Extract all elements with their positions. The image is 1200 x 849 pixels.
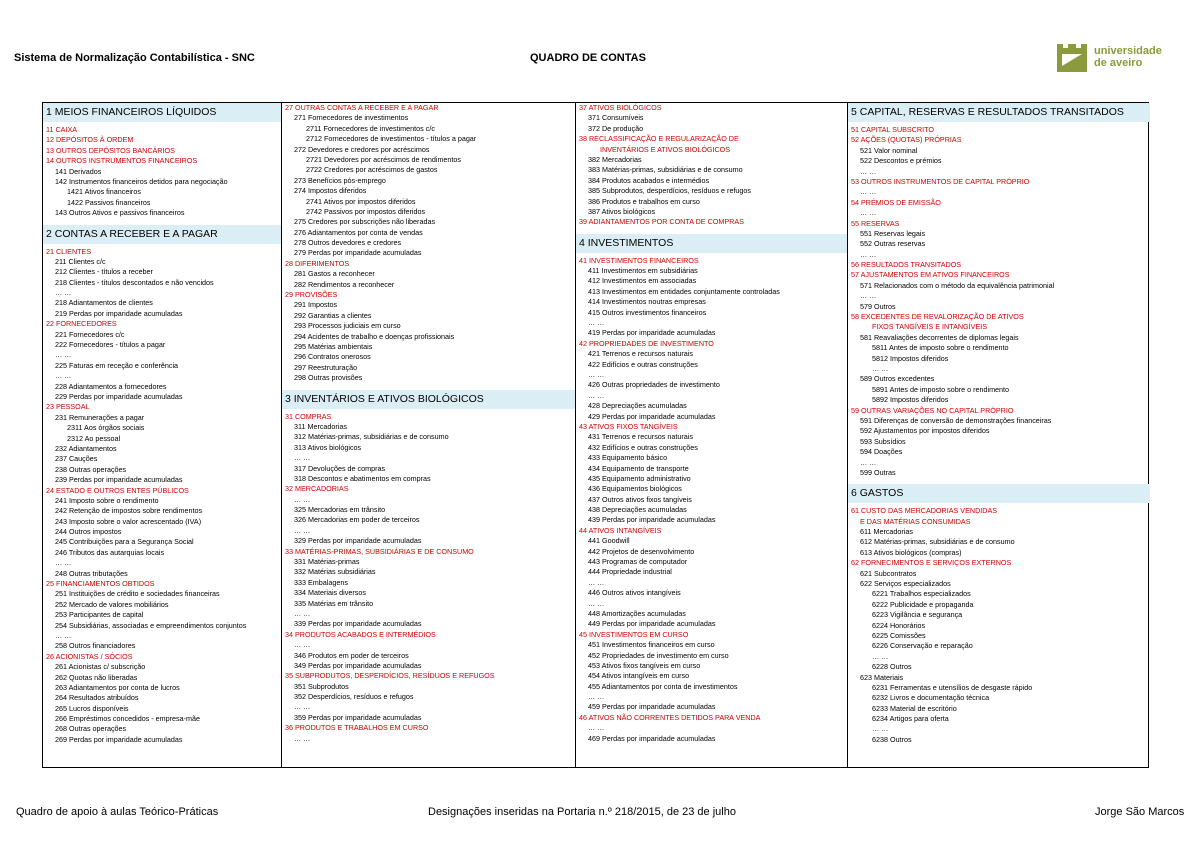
account-group: 26 ACIONISTAS / SÓCIOS xyxy=(46,651,133,661)
account-item: 228 Adiantamentos a fornecedores xyxy=(55,381,167,391)
account-item: 435 Equipamento administrativo xyxy=(588,473,691,483)
accounts-column-1 xyxy=(43,103,281,767)
account-item: 325 Mercadorias em trânsito xyxy=(294,505,386,515)
account-item: 412 Investimentos em associadas xyxy=(588,276,697,286)
account-group: E DAS MATÉRIAS CONSUMIDAS xyxy=(860,516,971,526)
account-item: 551 Reservas legais xyxy=(860,228,926,238)
account-item: 2722 Credores por acréscimos de gastos xyxy=(306,165,438,175)
account-item: 385 Subprodutos, desperdícios, resíduos e refugos xyxy=(588,186,752,196)
logo-line-2: de aveiro xyxy=(1094,57,1143,69)
account-item: 599 Outras xyxy=(860,467,896,477)
account-item: 438 Depreciações acumuladas xyxy=(588,505,687,515)
account-item: 613 Ativos biológicos (compras) xyxy=(860,547,962,557)
footer-center: Designações inseridas na Portaria n.º 218/2015, de 23 de julho xyxy=(428,806,736,818)
account-item: 623 Materiais xyxy=(860,672,904,682)
account-item: … … xyxy=(294,494,311,504)
account-item: 6234 Artigos para oferta xyxy=(872,714,949,724)
account-group: 21 CLIENTES xyxy=(46,246,92,256)
account-item: 352 Desperdícios, resíduos e refugos xyxy=(294,692,414,702)
account-group: 12 DEPÓSITOS À ORDEM xyxy=(46,135,134,145)
account-item: 589 Outros excedentes xyxy=(860,374,935,384)
account-item: 431 Terrenos e recursos naturais xyxy=(588,432,693,442)
account-item: 415 Outros investimentos financeiros xyxy=(588,307,707,317)
header-title: Sistema de Normalização Contabilística - SNC xyxy=(14,52,255,64)
account-item: 273 Benefícios pós-emprego xyxy=(294,175,386,185)
account-group: 27 OUTRAS CONTAS A RECEBER E A PAGAR xyxy=(285,103,439,112)
account-group: 53 OUTROS INSTRUMENTOS DE CAPITAL PRÓPRIO xyxy=(851,176,1030,186)
accounts-column-3 xyxy=(575,103,847,767)
account-item: 454 Ativos intangíveis em curso xyxy=(588,671,690,681)
account-item: 332 Matérias subsidiárias xyxy=(294,567,376,577)
account-item: 5892 Impostos diferidos xyxy=(872,395,949,405)
account-item: 248 Outras tributações xyxy=(55,568,128,578)
account-item: 581 Reavaliações decorrentes de diplomas legais xyxy=(860,332,1019,342)
account-item: 451 Investimentos financeiros em curso xyxy=(588,640,715,650)
account-item: 335 Matérias em trânsito xyxy=(294,598,374,608)
account-item: … … xyxy=(588,692,605,702)
account-group: 22 FORNECEDORES xyxy=(46,319,117,329)
account-group: 29 PROVISÕES xyxy=(285,290,338,300)
account-item: 5811 Antes de imposto sobre o rendimento xyxy=(872,343,1009,353)
account-item: 268 Outras operações xyxy=(55,724,127,734)
account-item: 6224 Honorários xyxy=(872,620,926,630)
account-item: 552 Outras reservas xyxy=(860,239,926,249)
account-item: 275 Credores por subscrições não liberadas xyxy=(294,217,436,227)
account-item: 272 Devedores e credores por acréscimos xyxy=(294,144,430,154)
account-group: 41 INVESTIMENTOS FINANCEIROS xyxy=(579,255,699,265)
account-item: 243 Imposto sobre o valor acrescentado (IVA) xyxy=(55,516,202,526)
account-item: 448 Amortizações acumuladas xyxy=(588,608,686,618)
account-item: … … xyxy=(55,350,72,360)
account-item: 612 Matérias-primas, subsidiárias e de consumo xyxy=(860,537,1015,547)
account-item: 339 Perdas por imparidade acumuladas xyxy=(294,619,422,629)
account-group: 36 PRODUTOS E TRABALHOS EM CURSO xyxy=(285,723,429,733)
account-item: 251 Instituições de crédito e sociedades financeiras xyxy=(55,589,220,599)
account-item: 253 Participantes de capital xyxy=(55,610,144,620)
account-item: 382 Mercadorias xyxy=(588,154,642,164)
account-item: 258 Outros financiadores xyxy=(55,641,136,651)
page-title: QUADRO DE CONTAS xyxy=(530,52,646,64)
section-header: 2 CONTAS A RECEBER E A PAGAR xyxy=(43,225,281,244)
account-item: 2311 Aos órgãos sociais xyxy=(67,423,145,433)
account-item: … … xyxy=(860,291,877,301)
account-item: 313 Ativos biológicos xyxy=(294,442,362,452)
account-item: 453 Ativos fixos tangíveis em curso xyxy=(588,660,701,670)
account-item: 6233 Material de escritório xyxy=(872,703,957,713)
logo-line-1: universidade xyxy=(1094,45,1162,57)
account-group: 13 OUTROS DEPÓSITOS BANCÁRIOS xyxy=(46,145,175,155)
account-group: 45 INVESTIMENTOS EM CURSO xyxy=(579,629,689,639)
account-item: 298 Outras provisões xyxy=(294,373,363,383)
account-item: 212 Clientes - títulos a receber xyxy=(55,267,153,277)
account-item: … … xyxy=(872,651,889,661)
account-item: 349 Perdas por imparidade acumuladas xyxy=(294,660,422,670)
account-item: 294 Acidentes de trabalho e doenças profissionais xyxy=(294,331,455,341)
account-item: … … xyxy=(55,558,72,568)
account-item: 359 Perdas por imparidade acumuladas xyxy=(294,712,422,722)
account-item: 211 Clientes c/c xyxy=(55,256,106,266)
account-item: 6232 Livros e documentação técnica xyxy=(872,693,990,703)
castle-icon xyxy=(1055,38,1089,76)
account-item: 2712 Fornecedores de investimentos - títulos a pagar xyxy=(306,134,477,144)
account-item: … … xyxy=(294,453,311,463)
account-item: 6225 Comissões xyxy=(872,630,926,640)
account-item: 521 Valor nominal xyxy=(860,145,918,155)
section-header: 1 MEIOS FINANCEIROS LÍQUIDOS xyxy=(43,103,281,122)
account-group: 37 ATIVOS BIOLÓGICOS xyxy=(579,103,662,112)
account-group: 11 CAIXA xyxy=(46,125,78,134)
account-item: 384 Produtos acabados e intermédios xyxy=(588,175,710,185)
account-item: 428 Depreciações acumuladas xyxy=(588,401,687,411)
account-item: 414 Investimentos noutras empresas xyxy=(588,297,706,307)
account-item: 311 Mercadorias xyxy=(294,421,347,431)
account-item: … … xyxy=(872,363,889,373)
account-item: … … xyxy=(588,318,605,328)
footer-left: Quadro de apoio à aulas Teórico-Práticas xyxy=(16,806,219,818)
account-item: 293 Processos judiciais em curso xyxy=(294,321,401,331)
section-header: 3 INVENTÁRIOS E ATIVOS BIOLÓGICOS xyxy=(282,390,575,409)
account-item: … … xyxy=(860,249,877,259)
account-group: 46 ATIVOS NÃO CORRENTES DETIDOS PARA VENDA xyxy=(579,712,761,722)
account-item: 1421 Ativos financeiros xyxy=(67,187,141,197)
account-item: 291 Impostos xyxy=(294,300,338,310)
account-item: 455 Adiantamentos por conta de investimentos xyxy=(588,681,738,691)
account-item: 245 Contribuições para a Segurança Social xyxy=(55,537,194,547)
account-group: 52 AÇÕES (QUOTAS) PRÓPRIAS xyxy=(851,135,962,145)
account-item: 411 Investimentos em subsidiárias xyxy=(588,266,698,276)
account-group: 43 ATIVOS FIXOS TANGÍVEIS xyxy=(579,421,678,431)
account-item: 421 Terrenos e recursos naturais xyxy=(588,349,693,359)
university-logo xyxy=(1055,38,1170,78)
account-item: 318 Descontos e abatimentos em compras xyxy=(294,473,431,483)
section-header: 4 INVESTIMENTOS xyxy=(576,234,847,253)
account-item: 232 Adiantamentos xyxy=(55,443,117,453)
account-item: 442 Projetos de desenvolvimento xyxy=(588,546,695,556)
account-group: 23 PESSOAL xyxy=(46,402,90,412)
account-item: 419 Perdas por imparidade acumuladas xyxy=(588,328,716,338)
section-header: 5 CAPITAL, RESERVAS E RESULTADOS TRANSITADOS xyxy=(848,103,1150,122)
account-item: 372 De produção xyxy=(588,123,644,133)
account-group: 59 OUTRAS VARIAÇÕES NO CAPITAL PRÓPRIO xyxy=(851,405,1014,415)
account-item: 271 Fornecedores de investimentos xyxy=(294,113,409,123)
account-item: 449 Perdas por imparidade acumuladas xyxy=(588,619,716,629)
account-item: 292 Garantias a clientes xyxy=(294,310,372,320)
account-group: 39 ADIANTAMENTOS POR CONTA DE COMPRAS xyxy=(579,217,744,227)
account-item: 141 Derivados xyxy=(55,166,102,176)
account-group: 38 RECLASSIFICAÇÃO E REGULARIZAÇÃO DE xyxy=(579,134,739,144)
account-item: 221 Fornecedores c/c xyxy=(55,329,125,339)
account-item: 279 Perdas por imparidade acumuladas xyxy=(294,248,422,258)
account-group: 28 DIFERIMENTOS xyxy=(285,258,350,268)
account-group: FIXOS TANGÍVEIS E INTANGÍVEIS xyxy=(872,322,988,332)
account-item: 264 Resultados atribuídos xyxy=(55,693,139,703)
account-item: 346 Produtos em poder de terceiros xyxy=(294,650,409,660)
account-item: 2312 Ao pessoal xyxy=(67,433,121,443)
account-item: 252 Mercado de valores mobiliários xyxy=(55,599,169,609)
account-item: … … xyxy=(860,457,877,467)
account-item: 246 Tributos das autarquias locais xyxy=(55,547,165,557)
account-group: 51 CAPITAL SUBSCRITO xyxy=(851,125,934,134)
account-item: 371 Consumíveis xyxy=(588,113,644,123)
section-header: 6 GASTOS xyxy=(848,484,1150,503)
account-item: … … xyxy=(55,371,72,381)
account-item: 329 Perdas por imparidade acumuladas xyxy=(294,536,422,546)
account-item: … … xyxy=(55,630,72,640)
account-item: 281 Gastos a reconhecer xyxy=(294,269,375,279)
account-item: 254 Subsidiárias, associadas e empreendimentos conjuntos xyxy=(55,620,247,630)
account-item: 262 Quotas não liberadas xyxy=(55,672,138,682)
account-item: 263 Adiantamentos por conta de lucros xyxy=(55,682,180,692)
account-item: … … xyxy=(588,577,605,587)
account-item: 522 Descontos e prémios xyxy=(860,156,942,166)
account-item: 611 Mercadorias xyxy=(860,527,913,537)
account-group: 34 PRODUTOS ACABADOS E INTERMÉDIOS xyxy=(285,629,436,639)
account-item: 278 Outros devedores e credores xyxy=(294,238,402,248)
account-item: 434 Equipamento de transporte xyxy=(588,463,689,473)
account-item: … … xyxy=(588,390,605,400)
account-item: 331 Matérias-primas xyxy=(294,557,360,567)
account-item: 143 Outros Ativos e passivos financeiros xyxy=(55,208,185,218)
account-item: … … xyxy=(588,723,605,733)
account-item: 297 Reestruturação xyxy=(294,362,358,372)
account-item: … … xyxy=(860,208,877,218)
account-group: 54 PRÉMIOS DE EMISSÃO xyxy=(851,197,941,207)
account-item: 437 Outros ativos fixos tangíveis xyxy=(588,494,692,504)
account-item: … … xyxy=(294,733,311,743)
account-item: 6222 Publicidade e propaganda xyxy=(872,599,974,609)
account-item: … … xyxy=(588,369,605,379)
account-item: 6238 Outros xyxy=(872,734,912,744)
account-item: 237 Cauções xyxy=(55,454,98,464)
account-item: 593 Subsídios xyxy=(860,436,906,446)
account-item: 6228 Outros xyxy=(872,662,912,672)
account-item: 571 Relacionados com o método da equivalência patrimonial xyxy=(860,280,1055,290)
account-item: 142 Instrumentos financeiros detidos para negociação xyxy=(55,176,228,186)
account-item: 239 Perdas por imparidade acumuladas xyxy=(55,475,183,485)
account-item: 429 Perdas por imparidade acumuladas xyxy=(588,411,716,421)
account-item: 591 Diferenças de conversão de demonstrações financeiras xyxy=(860,415,1052,425)
account-item: 594 Doações xyxy=(860,447,903,457)
account-item: 383 Matérias-primas, subsidiárias e de consumo xyxy=(588,165,743,175)
account-group: 44 ATIVOS INTANGÍVEIS xyxy=(579,525,662,535)
account-item: … … xyxy=(860,187,877,197)
account-group: 35 SUBPRODUTOS, DESPERDÍCIOS, RESÍDUOS E REFUGOS xyxy=(285,671,495,681)
account-item: 6221 Trabalhos especializados xyxy=(872,589,971,599)
account-group: 31 COMPRAS xyxy=(285,411,332,421)
account-item: 241 Imposto sobre o rendimento xyxy=(55,495,159,505)
account-item: 295 Matérias ambientais xyxy=(294,341,373,351)
account-group: 61 CUSTO DAS MERCADORIAS VENDIDAS xyxy=(851,506,998,516)
account-item: … … xyxy=(294,640,311,650)
account-group: 56 RESULTADOS TRANSITADOS xyxy=(851,260,962,270)
account-item: 622 Serviços especializados xyxy=(860,579,951,589)
account-group: 58 EXCEDENTES DE REVALORIZAÇÃO DE ATIVOS xyxy=(851,312,1024,322)
account-item: 265 Lucros disponíveis xyxy=(55,703,129,713)
account-item: 2741 Ativos por impostos diferidos xyxy=(306,196,416,206)
account-item: … … xyxy=(588,598,605,608)
account-item: 413 Investimentos em entidades conjuntamente controladas xyxy=(588,286,780,296)
account-item: 334 Materiais diversos xyxy=(294,588,366,598)
account-item: … … xyxy=(860,166,877,176)
account-item: … … xyxy=(872,724,889,734)
account-item: 238 Outras operações xyxy=(55,464,127,474)
footer-right: Jorge São Marcos xyxy=(1095,806,1185,818)
account-item: 443 Programas de computador xyxy=(588,557,688,567)
account-item: 242 Retenção de impostos sobre rendimentos xyxy=(55,506,203,516)
account-group: 24 ESTADO E OUTROS ENTES PÚBLICOS xyxy=(46,485,189,495)
account-item: 459 Perdas por imparidade acumuladas xyxy=(588,702,716,712)
account-item: … … xyxy=(294,608,311,618)
account-item: 444 Propriedade industrial xyxy=(588,567,672,577)
account-item: 312 Matérias-primas, subsidiárias e de consumo xyxy=(294,432,449,442)
account-item: 426 Outras propriedades de investimento xyxy=(588,380,720,390)
accounts-column-2 xyxy=(281,103,575,767)
account-item: … … xyxy=(294,702,311,712)
account-item: 446 Outros ativos intangíveis xyxy=(588,588,681,598)
account-item: 432 Edifícios e outras construções xyxy=(588,442,698,452)
account-item: 6223 Vigilância e segurança xyxy=(872,610,963,620)
account-item: 6231 Ferramentas e utensílios de desgaste rápido xyxy=(872,682,1033,692)
account-item: 282 Rendimentos a reconhecer xyxy=(294,279,395,289)
account-item: 317 Devoluções de compras xyxy=(294,463,386,473)
account-item: 326 Mercadorias em poder de terceiros xyxy=(294,515,420,525)
account-item: 433 Equipamento básico xyxy=(588,453,668,463)
account-item: 269 Perdas por imparidade acumuladas xyxy=(55,734,183,744)
account-item: 225 Faturas em receção e conferência xyxy=(55,360,179,370)
account-item: 231 Remunerações a pagar xyxy=(55,412,145,422)
account-item: 387 Ativos biológicos xyxy=(588,206,656,216)
account-item: 2742 Passivos por impostos diferidos xyxy=(306,206,426,216)
account-group: 42 PROPRIEDADES DE INVESTIMENTO xyxy=(579,338,714,348)
account-item: 2721 Devedores por acréscimos de rendimentos xyxy=(306,154,462,164)
account-item: 276 Adiantamentos por conta de vendas xyxy=(294,227,423,237)
account-group: 32 MERCADORIAS xyxy=(285,484,349,494)
account-item: 452 Propriedades de investimento em curso xyxy=(588,650,729,660)
account-item: 274 Impostos diferidos xyxy=(294,186,367,196)
account-item: 422 Edifícios e outras construções xyxy=(588,359,698,369)
account-item: 229 Perdas por imparidade acumuladas xyxy=(55,391,183,401)
account-group: 62 FORNECIMENTOS E SERVIÇOS EXTERNOS xyxy=(851,558,1012,568)
account-item: 261 Acionistas c/ subscrição xyxy=(55,662,146,672)
account-item: 222 Fornecedores - títulos a pagar xyxy=(55,340,166,350)
accounts-column-4 xyxy=(847,103,1150,767)
account-item: 244 Outros impostos xyxy=(55,527,122,537)
account-item: 386 Produtos e trabalhos em curso xyxy=(588,196,700,206)
account-group: 33 MATÉRIAS-PRIMAS, SUBSIDIÁRIAS E DE CONSUMO xyxy=(285,546,474,556)
account-item: 219 Perdas por imparidade acumuladas xyxy=(55,308,183,318)
accounts-board xyxy=(42,102,1149,768)
account-item: 296 Contratos onerosos xyxy=(294,352,371,362)
account-item: 592 Ajustamentos por impostos diferidos xyxy=(860,426,990,436)
account-item: 621 Subcontratos xyxy=(860,568,917,578)
account-item: … … xyxy=(55,288,72,298)
account-item: 218 Clientes - títulos descontados e não vencidos xyxy=(55,277,214,287)
account-item: 2711 Fornecedores de investimentos c/c xyxy=(306,123,435,133)
account-group: 55 RESERVAS xyxy=(851,218,900,228)
account-item: 441 Goodwill xyxy=(588,536,630,546)
account-item: 333 Embalagens xyxy=(294,577,348,587)
account-group: 57 AJUSTAMENTOS EM ATIVOS FINANCEIROS xyxy=(851,270,1010,280)
account-item: 351 Subprodutos xyxy=(294,681,349,691)
account-item: 469 Perdas por imparidade acumuladas xyxy=(588,733,716,743)
account-item: 5812 Impostos diferidos xyxy=(872,353,949,363)
account-item: 1422 Passivos financeiros xyxy=(67,197,151,207)
account-item: 218 Adiantamentos de clientes xyxy=(55,298,153,308)
account-item: 5891 Antes de imposto sobre o rendimento xyxy=(872,384,1010,394)
account-group: INVENTÁRIOS E ATIVOS BIOLÓGICOS xyxy=(600,144,731,154)
account-group: 14 OUTROS INSTRUMENTOS FINANCEIROS xyxy=(46,156,198,166)
account-group: 25 FINANCIAMENTOS OBTIDOS xyxy=(46,579,155,589)
account-item: 579 Outros xyxy=(860,301,896,311)
account-item: … … xyxy=(294,525,311,535)
account-item: 436 Equipamentos biológicos xyxy=(588,484,682,494)
account-item: 439 Perdas por imparidade acumuladas xyxy=(588,515,716,525)
account-item: 266 Empréstimos concedidos - empresa-mãe xyxy=(55,714,201,724)
account-item: 6226 Conservação e reparação xyxy=(872,641,973,651)
